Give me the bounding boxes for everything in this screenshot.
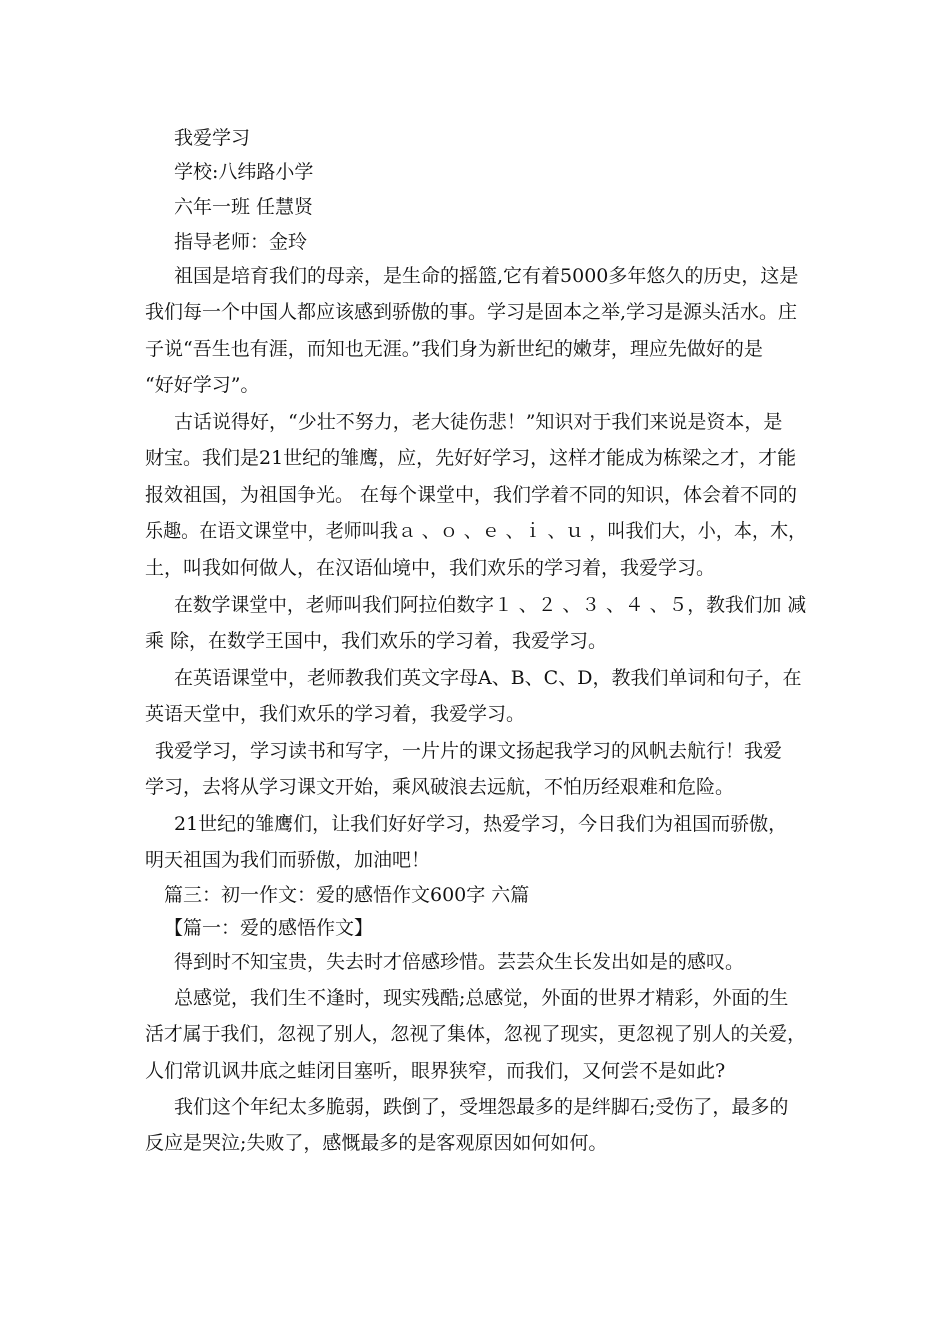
paragraph-line: 英语天堂中，我们欢乐的学习着，我爱学习。	[145, 703, 526, 725]
section-subheading: 【篇一：爱的感悟作文】	[164, 917, 374, 939]
paragraph-line: 21世纪的雏鹰们，让我们好好学习，热爱学习，今日我们为祖国而骄傲，	[174, 813, 788, 835]
paragraph-line: 土，叫我如何做人，在汉语仙境中，我们欢乐的学习着，我爱学习。	[145, 557, 716, 579]
paragraph-line: 总感觉，我们生不逢时，现实残酷;总感觉，外面的世界才精彩，外面的生	[174, 987, 789, 1009]
paragraph-line: 人们常讥讽井底之蛙闭目塞听，眼界狭窄，而我们，又何尝不是如此?	[145, 1060, 726, 1082]
class-author-line: 六年一班 任慧贤	[174, 196, 314, 218]
paragraph-line: 活才属于我们，忽视了别人，忽视了集体，忽视了现实，更忽视了别人的关爱，	[145, 1023, 807, 1045]
paragraph-line: 明天祖国为我们而骄傲，加油吧！	[145, 849, 431, 871]
teacher-line: 指导老师：金玲	[174, 231, 308, 253]
school-line: 学校:八纬路小学	[174, 161, 314, 183]
paragraph-line: 我们每一个中国人都应该感到骄傲的事。学习是固本之举,学习是源头活水。庄	[145, 301, 798, 323]
section-heading: 篇三：初一作文：爱的感悟作文600字 六篇	[164, 884, 530, 906]
paragraph-line: 报效祖国，为祖国争光。 在每个课堂中，我们学着不同的知识，体会着不同的	[145, 484, 798, 506]
paragraph-line: 财宝。我们是21世纪的雏鹰，应，先好好学习，这样才能成为栋梁之才，才能	[145, 447, 797, 469]
paragraph-line: 在英语课堂中，老师教我们英文字母A、B、C、D，教我们单词和句子，在	[174, 667, 802, 689]
paragraph-line: 乐趣。在语文课堂中，老师叫我ａ 、ｏ 、ｅ 、ｉ 、ｕ ，叫我们大，小，本，木，	[145, 520, 807, 542]
paragraph-line: 得到时不知宝贵，失去时才倍感珍惜。芸芸众生长发出如是的感叹。	[174, 951, 745, 973]
paragraph-line: 我爱学习，学习读书和写字，一片片的课文扬起我学习的风帆去航行！我爱	[155, 740, 783, 762]
paragraph-line: 学习，去将从学习课文开始，乘风破浪去远航，不怕历经艰难和危险。	[145, 776, 735, 798]
paragraph-line: 乘 除，在数学王国中，我们欢乐的学习着，我爱学习。	[145, 630, 608, 652]
paragraph-line: 子说“吾生也有涯，而知也无涯。”我们身为新世纪的嫩芽，理应先做好的是	[145, 338, 763, 360]
paragraph-line: 祖国是培育我们的母亲，是生命的摇篮,它有着5000多年悠久的历史，这是	[174, 265, 799, 287]
paragraph-line: 在数学课堂中，老师叫我们阿拉伯数字１ 、２ 、３ 、４ 、５，教我们加 减	[174, 594, 807, 616]
paragraph-line: 古话说得好，“少壮不努力，老大徒伤悲！”知识对于我们来说是资本，是	[174, 411, 783, 433]
paragraph-line: 反应是哭泣;失败了，感慨最多的是客观原因如何如何。	[145, 1132, 608, 1154]
paragraph-line: “好好学习”。	[145, 374, 260, 396]
paragraph-line: 我们这个年纪太多脆弱，跌倒了，受埋怨最多的是绊脚石;受伤了，最多的	[174, 1096, 789, 1118]
essay-title: 我爱学习	[174, 127, 251, 149]
